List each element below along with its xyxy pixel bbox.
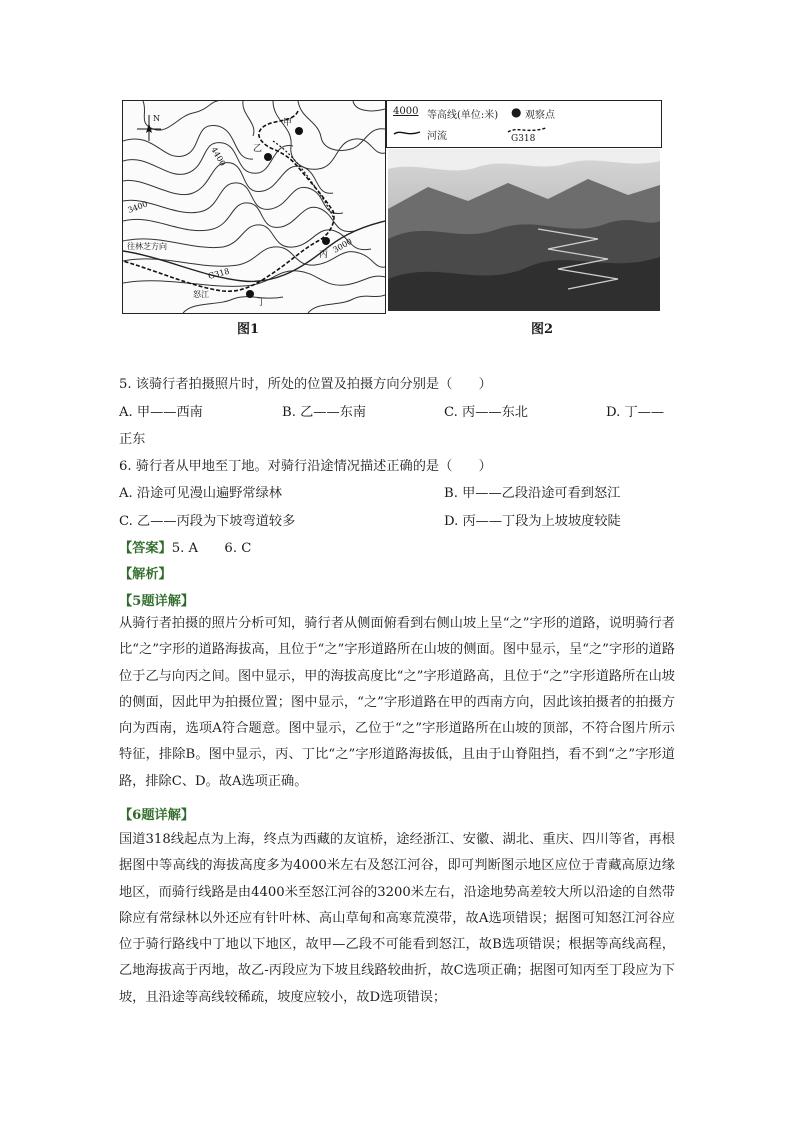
q6-detail-text: 国道318线起点为上海，终点为西藏的友谊桥，途经浙江、安徽、湖北、重庆、四川等省，再根据图中等高线的海拔高度多为4000米左右及怒江河谷，即可判断图示地区应位于青藏高原边缘地区，而骑行线路是由4400米至怒江河谷的3200米左右，沿途地势高差较大所以沿途的自然带除应有常绿林以外还应有针叶林、高山草甸和高寒荒漠带，故A选项错误；据图可知怒江河谷应位于骑行路线中丁地以下地区，故甲—乙段不可能看到怒江，故B选项错误；根据等高线高程，乙地海拔高于丙地，故乙-丙段应为下坡且线路较曲折，故C选项正确；据图可知丙至丁段应为下坡，且沿途等高线较稀疏，坡度应较小，故D选项错误； [119, 832, 675, 1005]
point-label-ding: 丁 [257, 298, 267, 308]
contour-map-drawing [123, 101, 385, 313]
river-label: 怒江 [193, 290, 209, 299]
question-6-stem: 6. 骑行者从甲地至丁地。对骑行沿途情况描述正确的是（ ） [119, 459, 492, 474]
analysis-tag: 【解析】 [119, 567, 172, 582]
side-direction-label: 往林芝方向 [127, 242, 167, 251]
contour-label-3400: 3400 [126, 199, 149, 215]
contour-label-3000: 3000 [331, 236, 354, 255]
contour-label-4400: 4400 [209, 145, 228, 168]
legend-contour-value: 4000 [393, 106, 419, 117]
q6-option-d: D. 丙——丁段为上坡坡度较陡 [444, 514, 621, 529]
figure-2-caption: 图2 [531, 322, 554, 337]
q5-option-b: B. 乙——东南 [282, 405, 367, 420]
figure-1-contour-map [122, 100, 386, 314]
q5-detail-tag: 【5题详解】 [119, 594, 195, 609]
answer-tag: 【答案】 [119, 541, 172, 556]
legend-road-label: G318 [511, 134, 536, 144]
legend-point-label: 观察点 [525, 110, 555, 121]
river-line-icon [393, 128, 421, 138]
figure-2-panel [386, 100, 662, 312]
point-label-jia: 甲 [283, 118, 293, 128]
q6-option-a: A. 沿途可见漫山遍野常绿林 [119, 486, 282, 501]
map-legend [386, 100, 662, 148]
point-label-yi: 乙 [253, 144, 263, 154]
road-label: G318 [207, 266, 231, 281]
q5-option-d-wrap: 正东 [119, 432, 146, 447]
q6-option-b: B. 甲——乙段沿途可看到怒江 [444, 486, 621, 501]
q5-option-c: C. 丙——东北 [444, 405, 528, 420]
legend-contour-label: 等高线(单位:米) [427, 110, 499, 121]
q5-detail-text: 从骑行者拍摄的照片分析可知，骑行者从侧面俯看到右侧山坡上呈“之”字形的道路，说明骑行者比“之”字形的道路海拔高，且位于“之”字形道路所在山坡的侧面。图中显示，呈“之”字形的道路位于乙与向丙之间。图中显示，甲的海拔高度比“之”字形道路高，且位于“之”字形道路所在山坡的侧面，因此甲为拍摄位置；图中显示，“之”字形道路在甲的西南方向，因此该拍摄者的拍摄方向为西南，选项A符合题意。图中显示，乙位于“之”字形道路所在山坡的顶部，不符合图片所示特征，排除B。图中显示，丙、丁比“之”字形道路海拔低，且由于山脊阻挡，看不到“之”字形道路，排除C、D。故A选项正确。 [119, 616, 675, 789]
north-mark: N [153, 114, 160, 123]
observation-point-icon: ● [511, 105, 522, 119]
q6-option-c: C. 乙——丙段为下坡弯道较多 [119, 514, 296, 529]
q5-option-a: A. 甲——西南 [119, 405, 203, 420]
mountain-road-photo [388, 149, 660, 311]
answer-line [119, 537, 251, 556]
q5-option-d: D. 丁—— [606, 405, 665, 420]
answer-text: 5. A 6. C [171, 541, 252, 556]
legend-river-label: 河流 [427, 131, 447, 142]
q6-detail-tag: 【6题详解】 [119, 808, 195, 823]
question-5-stem: 5. 该骑行者拍摄照片时，所处的位置及拍摄方向分别是（ ） [119, 377, 492, 392]
figure-1-caption: 图1 [237, 322, 260, 337]
point-label-bing: 丙 [319, 250, 329, 260]
